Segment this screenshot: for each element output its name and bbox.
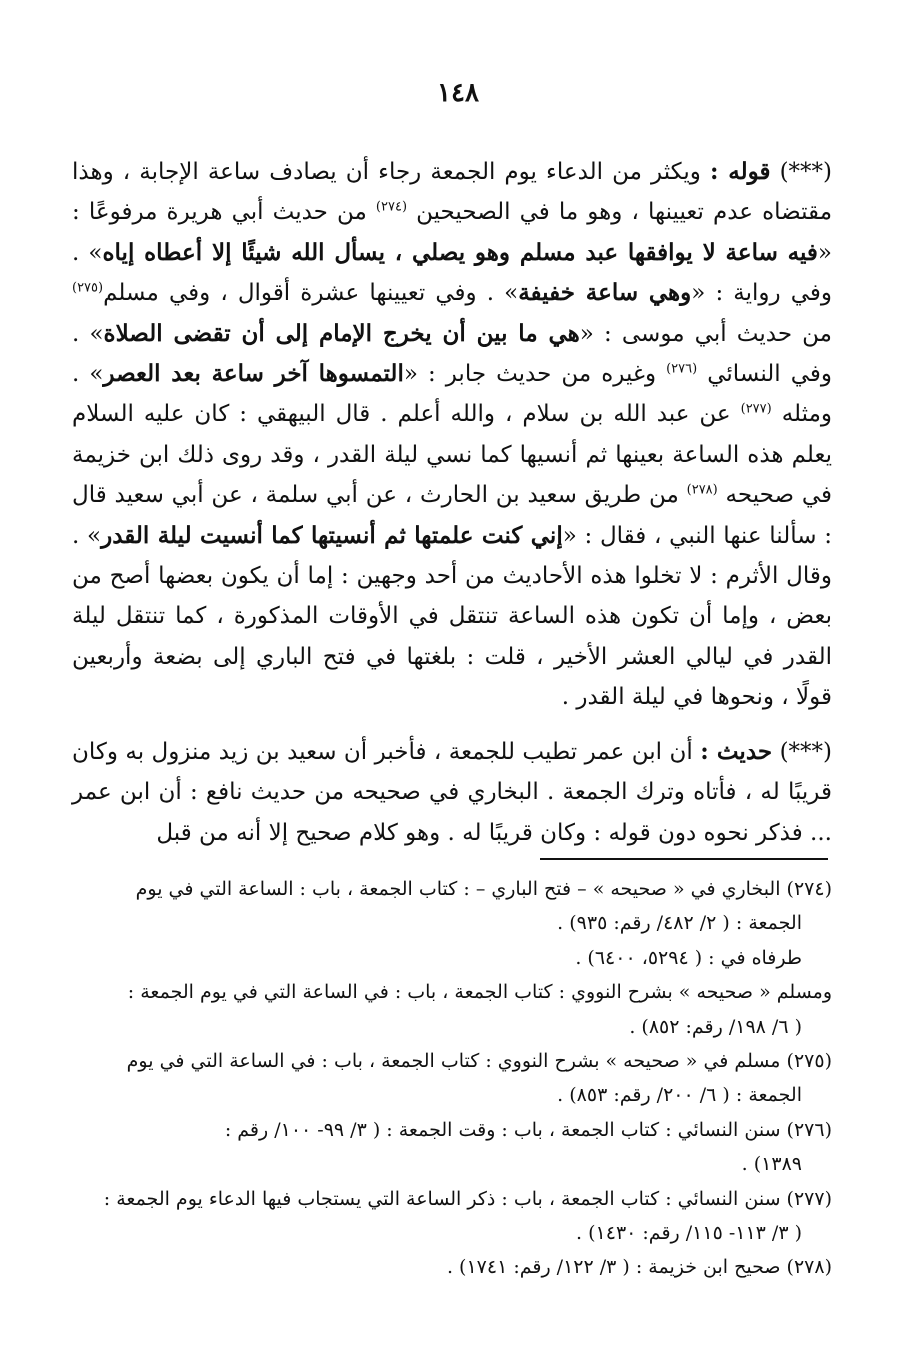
footnote-ref-274: (٢٧٤) <box>375 199 408 215</box>
footnote-separator <box>540 858 828 860</box>
footnote-ref-276: (٢٧٦) <box>666 361 698 377</box>
lead-word: حديث : <box>700 737 773 765</box>
hadith-quote: التمسوها آخر ساعة بعد العصر <box>103 360 404 388</box>
commentary-paragraph-1: (***) قوله : ويكثر من الدعاء يوم الجمعة رجاء أن يصادف ساعة الإجابة ، وهذا مقتضاه عدم تعيينها ، وهو ما في الصحيحين $^{(٢٧٤)}$ من حديث أبي هريرة مرفوعًا : «فيه ساعة لا يوافقها عبد مسلم وهو يصلي ، يسأل الله شيئًا إلا أعطاه إياه» . وفي رواية : «وهي ساعة خفيفة» . وفي تعيينها عشرة أقوال ، وفي مسلم$^{(٢٧٥)}$ من حديث أبي موسى : «هي ما بين أن يخرج الإمام إلى أن تقضى الصلاة» . وفي النسائي $^{(٢٧٦)}$ وغيره من حديث جابر : «التمسوها آخر ساعة بعد العصر» . ومثله $^{(٢٧٧)}$ عن عبد الله بن سلام ، والله أعلم . قال البيهقي : كان عليه السلام يعلم هذه الساعة بعينها ثم أنسيها كما نسي ليلة القدر ، وقد روى ذلك ابن خزيمة في صحيحه $^{(٢٧٨)}$ من طريق سعيد بن الحارث ، عن أبي سلمة ، عن أبي سعيد قال : سألنا عنها النبي ، فقال : «إني كنت علمتها ثم أنسيتها كما أنسيت ليلة القدر» . وقال الأثرم : لا تخلوا هذه الأحاديث من أحد وجهين : إما أن يكون بعضها أصح من بعض ، وإما أن تكون هذه الساعة تنتقل في الأوقات المذكورة ، كما تنتقل ليلة القدر في ليالي العشر الأخير ، قلت : بلغتها في فتح الباري إلى بضعة وأربعين قولًا ، ونحوها في ليلة القدر . <box>72 158 833 711</box>
footnote-ref-278: (٢٧٨) <box>686 482 718 498</box>
hadith-quote: وهي ساعة خفيفة <box>518 279 692 307</box>
footnote-276: (٢٧٦) سنن النسائي : كتاب الجمعة ، باب : وقت الجمعة : ( ٣/ ٩٩- ١٠٠/ رقم : ١٣٨٩) . <box>224 1118 832 1176</box>
hadith-quote: فيه ساعة لا يوافقها عبد مسلم وهو يصلي ، يسأل الله شيئًا إلا أعطاه إياه <box>102 238 818 266</box>
footnotes <box>72 872 832 1285</box>
footnote-278: (٢٧٨) صحيح ابن خزيمة : ( ٣/ ١٢٢/ رقم: ١٧٤١) . <box>446 1256 832 1279</box>
footnote-274: (٢٧٤) البخاري في « صحيحه » – فتح الباري – : كتاب الجمعة ، باب : الساعة التي في يوم الجمعة : ( ٢/ ٤٨٢/ رقم: ٩٣٥) . طرفاه في : ( ٥٢٩٤، ٦٤٠٠) . ومسلم « صحيحه » بشرح النووي : كتاب الجمعة ، باب : في الساعة التي في يوم الجمعة : ( ٦/ ١٩٨/ رقم: ٨٥٢) . <box>127 878 832 1038</box>
lead-word: قوله : <box>709 158 771 185</box>
main-text <box>72 152 832 853</box>
marker: (***) <box>779 159 833 185</box>
marker: (***) <box>779 738 833 765</box>
footnote-ref-277: (٢٧٧) <box>740 401 772 417</box>
hadith-quote: إني كنت علمتها ثم أنسيتها كما أنسيت ليلة القدر <box>101 521 563 549</box>
footnote-275: (٢٧٥) مسلم في « صحيحه » بشرح النووي : كتاب الجمعة ، باب : في الساعة التي في يوم الجمعة : ( ٦/ ٢٠٠/ رقم: ٨٥٣) . <box>126 1050 832 1107</box>
footnote-277: (٢٧٧) سنن النسائي : كتاب الجمعة ، باب : ذكر الساعة التي يستجاب فيها الدعاء يوم الجمعة : ( ٣/ ١١٣- ١١٥/ رقم: ١٤٣٠) . <box>103 1187 832 1245</box>
page-number: ١٤٨ <box>437 78 479 108</box>
footnote-ref-275: (٢٧٥) <box>72 280 104 296</box>
hadith-quote: هي ما بين أن يخرج الإمام إلى أن تقضى الصلاة <box>103 319 580 347</box>
commentary-paragraph-2: (***) حديث : أن ابن عمر تطيب للجمعة ، فأخبر أن سعيد بن زيد منزول به وكان قريبًا له ، فأتاه وترك الجمعة . البخاري في صحيحه من حديث نافع : أن ابن عمر ... فذكر نحوه دون قوله : وكان قريبًا له . وهو كلام صحيح إلا أنه من قبل <box>72 737 833 846</box>
